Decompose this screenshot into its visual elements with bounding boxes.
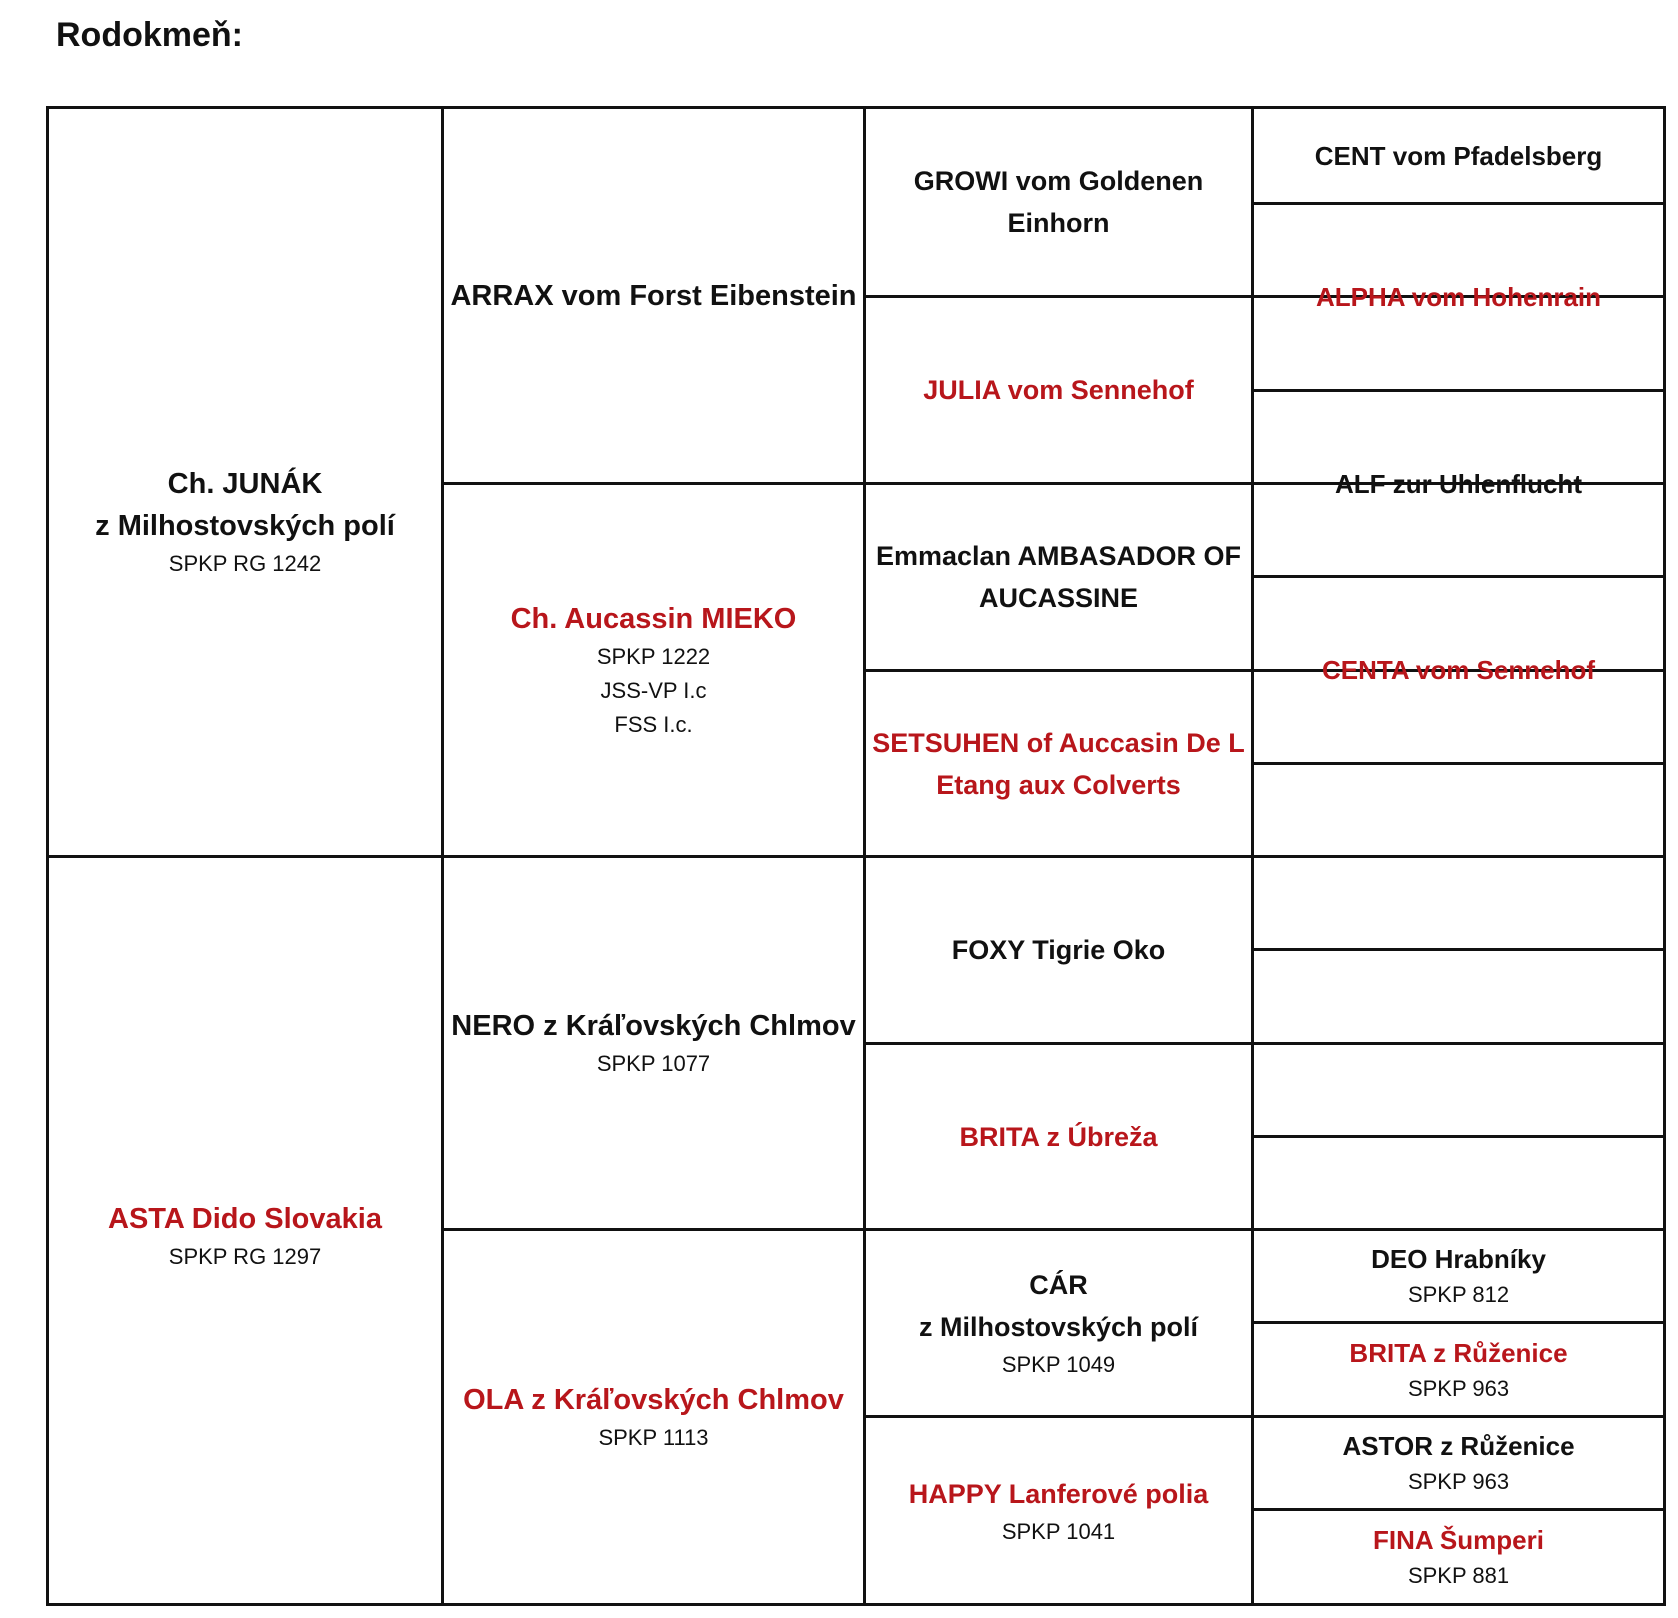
sire-sire-cell — [444, 109, 863, 482]
great-grandparent-name: ASTOR z Růženice — [1342, 1431, 1575, 1461]
ancestor-cell — [866, 1231, 1251, 1415]
great-grandparent-cell — [1254, 1324, 1663, 1415]
great-grandparent-cell — [1254, 1418, 1663, 1508]
great-grandparent-name: FINA Šumperi — [1373, 1525, 1544, 1555]
great-grandparent-cell — [1254, 1511, 1663, 1603]
dam-dam-name: OLA z Kráľovských Chlmov — [463, 1384, 844, 1416]
ancestor-name: HAPPY Lanferové polia — [908, 1478, 1209, 1509]
row-divider — [1251, 1135, 1663, 1138]
dam-registration: SPKP RG 1297 — [168, 1243, 322, 1269]
great-grandparent-cell — [1254, 392, 1663, 575]
ancestor-name: GROWI vom Goldenen — [913, 166, 1204, 196]
ancestor-cell — [866, 672, 1251, 855]
ancestor-name-line2: Etang aux Colverts — [936, 769, 1181, 800]
great-grandparent-registration: SPKP 963 — [1407, 1469, 1510, 1494]
ancestor-registration: SPKP 1041 — [1001, 1518, 1116, 1544]
great-grandparent-registration: SPKP 812 — [1407, 1282, 1510, 1307]
ancestor-name-line2: Einhorn — [1007, 208, 1110, 238]
sire-dam-cell — [444, 485, 863, 855]
ancestor-cell — [866, 109, 1251, 295]
dam-sire-cell — [444, 858, 863, 1228]
ancestor-cell — [866, 1418, 1251, 1603]
dam-sire-name: NERO z Kráľovských Chlmov — [451, 1010, 856, 1042]
dam-name: ASTA Dido Slovakia — [108, 1202, 382, 1235]
ancestor-name: Emmaclan AMBASADOR OF — [875, 541, 1242, 571]
great-grandparent-name: ALPHA vom Hohenrain — [1315, 282, 1602, 312]
sire-cell — [49, 109, 441, 855]
sire-dam-registration: SPKP 1222 — [596, 644, 711, 669]
great-grandparent-registration: SPKP 881 — [1407, 1563, 1510, 1588]
ancestor-name: SETSUHEN of Auccasin De L — [872, 727, 1245, 758]
great-grandparent-cell — [1254, 1231, 1663, 1321]
sire-sire-name: ARRAX vom Forst Eibenstein — [450, 279, 857, 312]
row-divider — [1251, 948, 1663, 951]
ancestor-name: JULIA vom Sennehof — [923, 375, 1194, 405]
sire-dam-name: Ch. Aucassin MIEKO — [510, 603, 797, 635]
great-grandparent-name: CENTA vom Sennehof — [1321, 655, 1595, 685]
sire-name-line2: z Milhostovských polí — [95, 510, 395, 542]
dam-dam-cell — [444, 1231, 863, 1603]
great-grandparent-registration: SPKP 963 — [1407, 1375, 1510, 1401]
ancestor-registration: SPKP 1049 — [1001, 1352, 1116, 1377]
great-grandparent-name: CENT vom Pfadelsberg — [1314, 140, 1603, 171]
ancestor-name: CÁR — [1029, 1270, 1088, 1300]
dam-cell — [49, 858, 441, 1603]
great-grandparent-cell — [1254, 205, 1663, 389]
ancestor-cell — [866, 858, 1251, 1042]
great-grandparent-name: BRITA z Růženice — [1349, 1337, 1568, 1368]
sire-registration: SPKP RG 1242 — [168, 551, 322, 576]
sire-dam-title: JSS-VP I.c — [600, 678, 707, 703]
pedigree-table — [46, 106, 1666, 1606]
row-divider — [1251, 762, 1663, 765]
ancestor-name: BRITA z Úbreža — [959, 1121, 1158, 1152]
ancestor-name: FOXY Tigrie Oko — [951, 935, 1166, 965]
sire-name: Ch. JUNÁK — [167, 468, 323, 500]
great-grandparent-name: ALF zur Uhlenflucht — [1335, 468, 1582, 499]
great-grandparent-cell — [1254, 109, 1663, 202]
ancestor-name-line2: z Milhostovských polí — [918, 1312, 1199, 1342]
dam-dam-registration: SPKP 1113 — [598, 1425, 709, 1450]
ancestor-cell — [866, 298, 1251, 482]
ancestor-name-line2: AUCASSINE — [978, 583, 1139, 613]
ancestor-cell — [866, 1045, 1251, 1228]
dam-sire-registration: SPKP 1077 — [596, 1051, 711, 1076]
ancestor-cell — [866, 485, 1251, 669]
sire-dam-title: FSS I.c. — [614, 712, 693, 737]
page-title: Rodokmeň: — [56, 16, 243, 54]
great-grandparent-cell — [1254, 578, 1663, 762]
great-grandparent-name: DEO Hrabníky — [1371, 1244, 1546, 1274]
